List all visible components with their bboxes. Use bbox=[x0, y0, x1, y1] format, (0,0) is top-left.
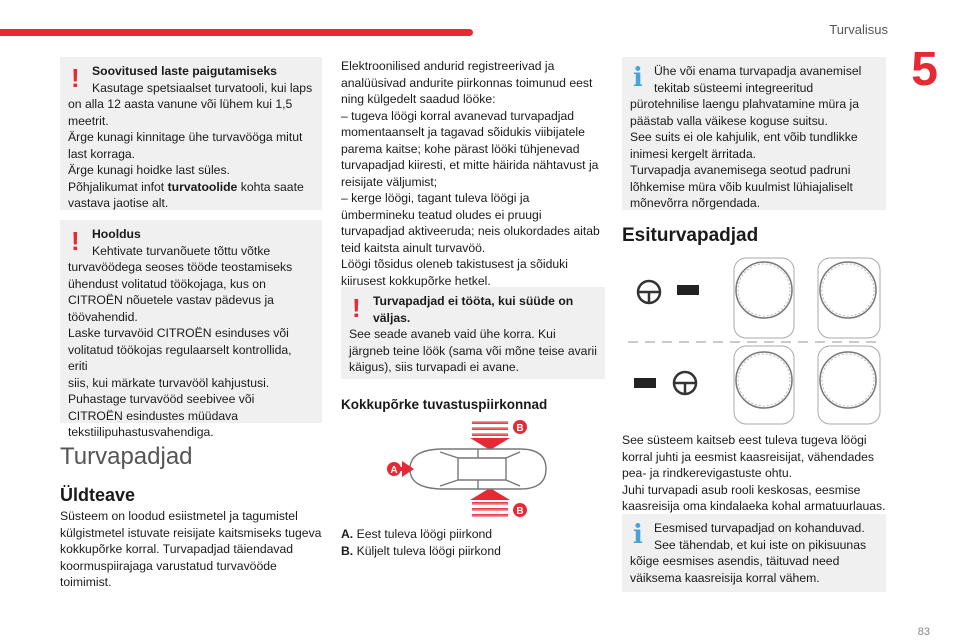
box-line: järgneb teine löök (sama või mõne teise avarii bbox=[349, 343, 597, 358]
seat-top-right-icon bbox=[818, 258, 880, 338]
front-airbags-heading: Esiturvapadjad bbox=[622, 225, 759, 246]
side-impact-arrow-top bbox=[470, 421, 510, 450]
box-line: käigus), siis turvapadi ei avane. bbox=[349, 360, 520, 374]
box-line: Kehtivate turvanõuete tõttu võtke bbox=[92, 243, 271, 258]
box-line: pürotehnilise laengu plahvatamine müra ja bbox=[630, 97, 859, 111]
side-impact-arrow-bottom bbox=[470, 488, 510, 517]
chapter-number: 5 bbox=[911, 43, 938, 96]
box-line: Laske turvavöid CITROËN esinduses või bbox=[68, 326, 289, 340]
text-line: Löögi tõsidus oleneb takistusest ja sõiduki bbox=[341, 257, 568, 271]
front-airbags-paragraph bbox=[622, 432, 892, 515]
overview-heading: Üldteave bbox=[60, 485, 136, 505]
label-a: A bbox=[390, 465, 398, 476]
text-line: pea- ja rindkerevigastuste ohtu. bbox=[622, 466, 793, 480]
box-line: ühendust volitatud töökojaga, kus on bbox=[68, 276, 266, 291]
box-line: Ärge kunagi kinnitage ühe turvavööga mitut bbox=[68, 130, 303, 144]
text-line: kiirusest kokkupõrke hetkel. bbox=[341, 273, 491, 288]
text-line: toimimist. bbox=[60, 575, 112, 589]
box-title: Hooldus bbox=[92, 227, 141, 241]
overview-paragraph bbox=[60, 508, 330, 591]
text-line: kokkupõrke korral. Turvapadjad täiendavad bbox=[60, 542, 294, 556]
car-top-view-icon bbox=[410, 449, 546, 489]
box-line: Ühe või enama turvapadja avanemisel bbox=[654, 64, 862, 78]
box-line: päästab valla väikese koguse suitsu. bbox=[630, 113, 828, 128]
box-line: mõnevõrra nõrgendada. bbox=[630, 196, 761, 210]
seat-bottom-right-icon bbox=[818, 346, 880, 424]
warning-exclamation-icon: ! bbox=[352, 293, 361, 323]
box-line: See seade avaneb vaid ühe korra. Kui bbox=[349, 327, 556, 341]
box-line-link: Põhjalikumat infot turvatoolide kohta saate bbox=[68, 179, 304, 194]
text-line: teid kaitsta ainult turvavöö. bbox=[341, 240, 486, 255]
text-line: Süsteem on loodud esiistmetel ja tagumistel bbox=[60, 509, 298, 523]
box-line: turvavöödega seoses tööde teostamiseks bbox=[68, 260, 293, 274]
page-number: 83 bbox=[917, 626, 930, 638]
diagram-legend bbox=[341, 526, 609, 559]
ignition-warning-box bbox=[341, 287, 605, 379]
box-line: Turvapadja avanemisega seotud padruni bbox=[630, 163, 851, 177]
detection-zones-diagram bbox=[380, 418, 550, 520]
airbags-heading: Turvapadjad bbox=[60, 443, 193, 470]
box-line: See suits ei ole kahjulik, ent võib tundlikke bbox=[630, 130, 858, 144]
sensors-paragraph bbox=[341, 58, 609, 289]
text-line: – tugeva löögi korral avanevad turvapadjad bbox=[341, 108, 575, 123]
box-line: lõhkemise müra võib kuulmist lühiajaliselt bbox=[630, 179, 853, 194]
child-seat-warning-box bbox=[60, 57, 322, 210]
text-line: Elektroonilised andurid registreerivad ja bbox=[341, 59, 555, 73]
section-title: Turvalisus bbox=[829, 22, 888, 37]
box-line: Eesmised turvapadjad on kohanduvad. bbox=[654, 521, 865, 535]
text-line: külgistmetel istuvate reisijate kaitsmiseks tugeva bbox=[60, 525, 322, 540]
box-line: CITROËN nõuetele vastav pädevus ja bbox=[68, 293, 274, 307]
box-line: inimesi kergelt ärritada. bbox=[630, 146, 756, 161]
text-line: Juhi turvapadi asub rooli keskosas, eesmise bbox=[622, 482, 861, 497]
text-line: turvapadjad kiiresti, et mitte häirida nähtavust ja bbox=[341, 158, 599, 172]
text-line: koormuspiirajaga varustatud turvavööde bbox=[60, 558, 277, 573]
text-line: See süsteem kaitseb eest tuleva tugeva löögi bbox=[622, 433, 867, 447]
seat-bottom-left-icon bbox=[734, 346, 794, 424]
lhd-dashboard-icon bbox=[638, 281, 699, 303]
text-line: reisijate väljumist; bbox=[341, 174, 438, 189]
box-line: meetrit. bbox=[68, 113, 109, 128]
front-airbags-illustration bbox=[622, 250, 884, 425]
box-title: Soovitused laste paigutamiseks bbox=[92, 64, 277, 78]
box-line: siis, kui märkate turvavööl kahjustusi. bbox=[68, 375, 270, 390]
legend-item-b: B. Küljelt tuleva löögi piirkond bbox=[341, 543, 501, 558]
text-line: turvapadjad aktiveeruda; neis olukordades aitab bbox=[341, 224, 600, 238]
box-line: Puhastage turvavööd seebivee või bbox=[68, 392, 255, 406]
rhd-dashboard-icon bbox=[634, 372, 696, 394]
box-line: töövahendid. bbox=[68, 309, 138, 324]
label-b-bottom: B bbox=[516, 506, 524, 517]
text-line: analüüsivad andurite piirkonnas toimunud eest bbox=[341, 75, 593, 90]
warning-exclamation-icon: ! bbox=[71, 226, 80, 256]
text-line: parema kaitse; kohe pärast lööki tühjenevad bbox=[341, 141, 580, 156]
box-line: on alla 12 aasta vanune või lühem kui 1,5 bbox=[68, 97, 293, 111]
top-accent-bar bbox=[0, 29, 473, 36]
seat-top-left-icon bbox=[734, 258, 794, 338]
adaptive-airbag-info-box bbox=[622, 514, 886, 592]
box-line: Kasutage spetsiaalset turvatooli, kui laps bbox=[92, 80, 313, 95]
text-line: – kerge löögi, tagant tuleva löögi ja bbox=[341, 191, 530, 205]
label-b-top: B bbox=[516, 423, 524, 434]
box-line: CITROËN esindustes müüdava bbox=[68, 408, 239, 423]
box-line: tekstiilipuhastusvahendiga. bbox=[68, 425, 214, 439]
text-line: momentaanselt ja tagavad sõidukis viibijatele bbox=[341, 125, 585, 139]
legend-item-a: A. Eest tuleva löögi piirkond bbox=[341, 527, 493, 541]
maintenance-warning-box bbox=[60, 220, 322, 439]
box-line: volitatud töökojas regulaarselt kontrollida, eriti bbox=[68, 342, 292, 373]
info-icon: i bbox=[633, 520, 643, 550]
warning-exclamation-icon: ! bbox=[71, 63, 80, 93]
box-title: väljas. bbox=[373, 310, 411, 325]
text-line: ümbermineku teatud oludes ei pruugi bbox=[341, 207, 542, 222]
detection-zones-heading: Kokkupõrke tuvastuspiirkonnad bbox=[341, 397, 548, 412]
child-seat-reference: turvatoolide bbox=[167, 179, 238, 194]
text-line: ning külgedelt saadud lööke: bbox=[341, 92, 496, 106]
text-line: kaasreisija oma kindalaeka kohal armatuurlauas. bbox=[622, 499, 886, 513]
box-line: tekitab süsteemi integreeritud bbox=[654, 80, 814, 95]
box-line: Ärge kunagi hoidke last süles. bbox=[68, 163, 230, 177]
info-icon: i bbox=[633, 63, 643, 93]
box-line: kõige eesmises asendis, täituvad need bbox=[630, 554, 840, 568]
box-line: väiksema kaasreisija korral vähem. bbox=[630, 570, 820, 585]
box-line: last korraga. bbox=[68, 146, 136, 161]
box-line: See tähendab, et kui iste on pikisuunas bbox=[654, 537, 867, 552]
box-title: Turvapadjad ei tööta, kui süüde on bbox=[373, 294, 574, 308]
box-line: vastava jaotise alt. bbox=[68, 196, 169, 210]
airbag-noise-info-box bbox=[622, 57, 886, 210]
text-line: korral juhti ja eesmist kaasreisijat, vähendades bbox=[622, 449, 874, 464]
